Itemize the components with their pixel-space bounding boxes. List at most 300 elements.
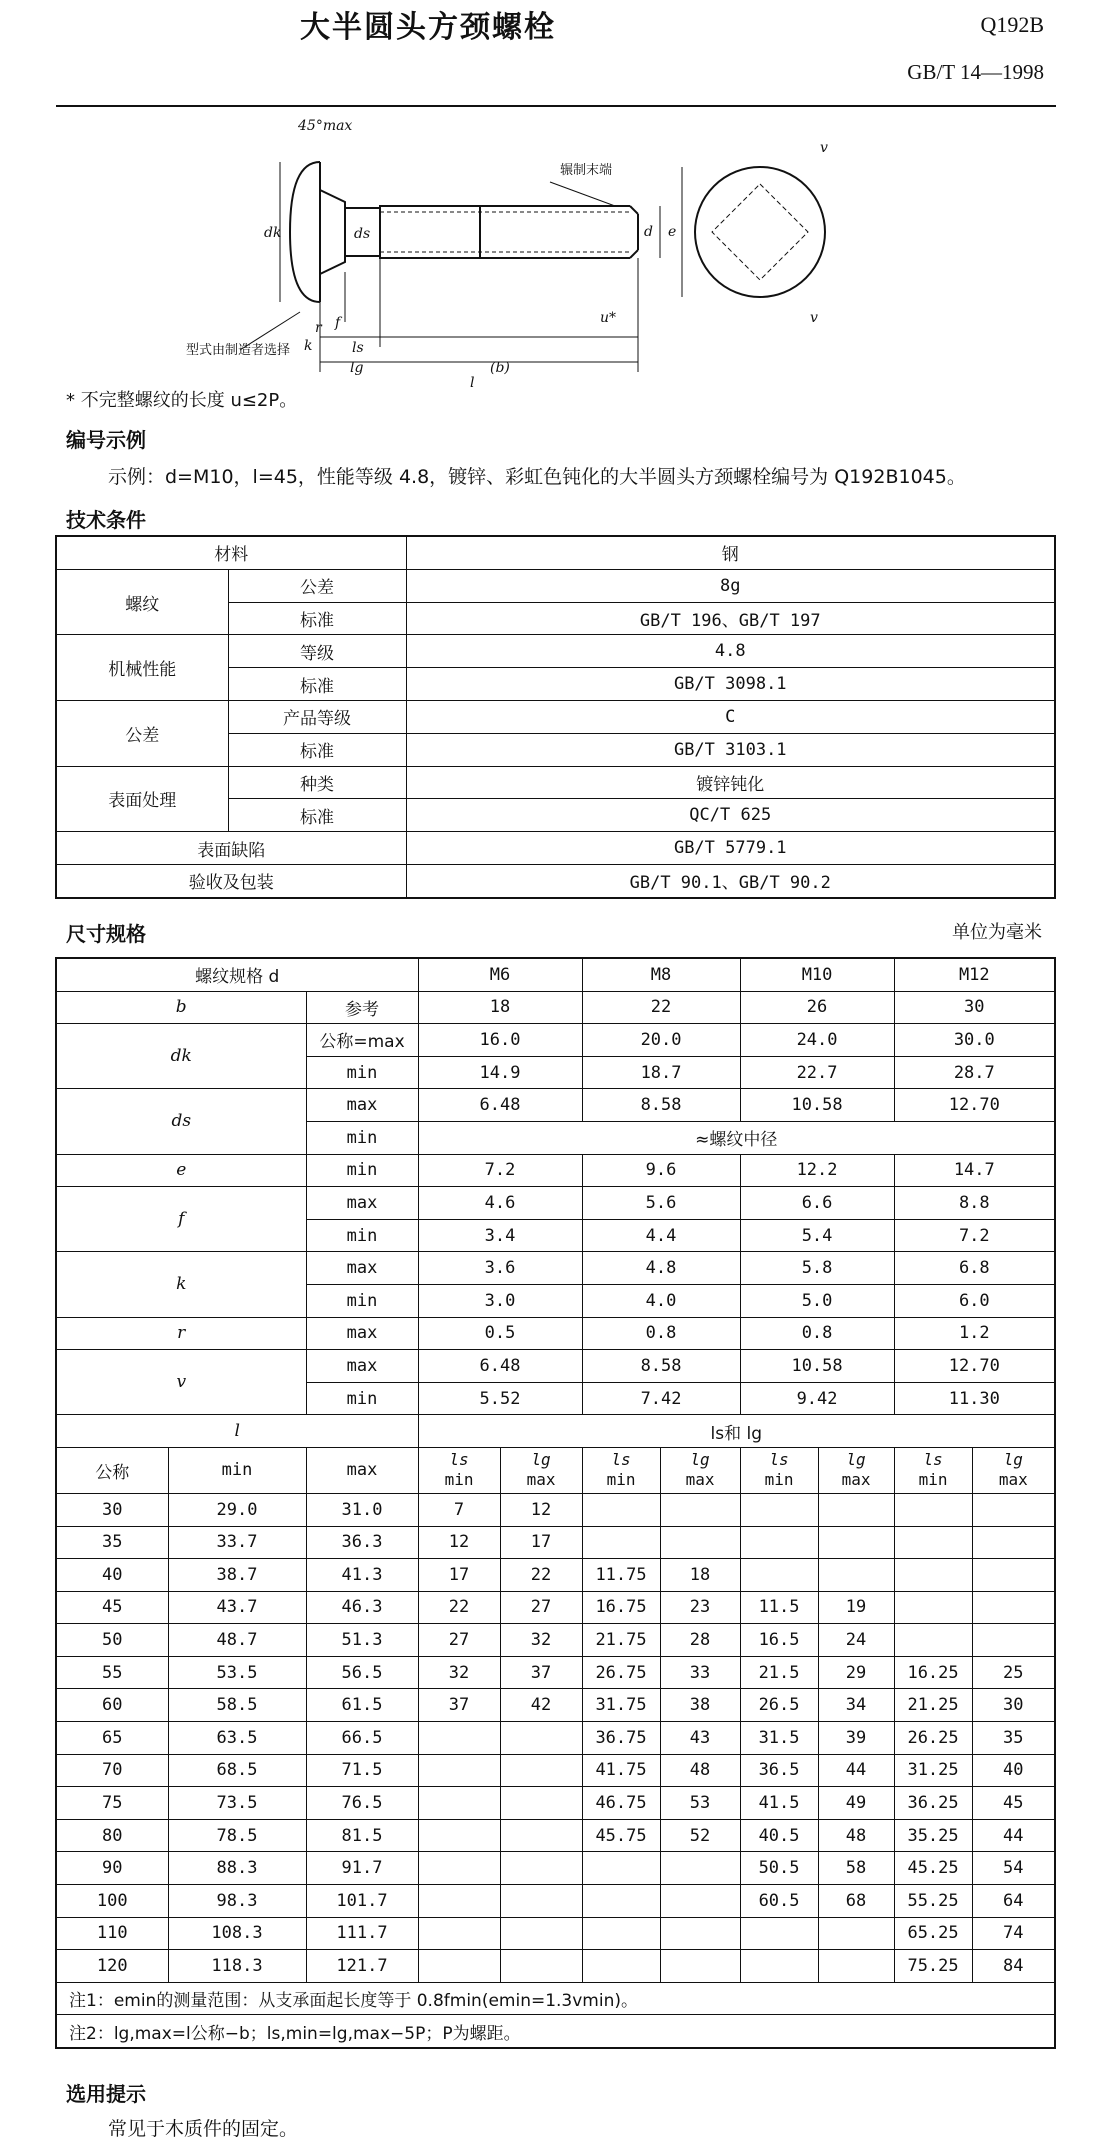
table-row [56, 1917, 1055, 1950]
table-row [56, 766, 1055, 799]
ls-value: 41.5 [740, 1787, 818, 1820]
lg-value: 38 [660, 1689, 740, 1722]
ls-label: ls [352, 340, 364, 356]
size-m10: M10 [740, 958, 894, 991]
page-title: 大半圆头方颈螺栓 [300, 10, 556, 45]
ls-value: 36.75 [582, 1722, 660, 1755]
accept-label: 验收及包装 [56, 864, 406, 897]
length-nominal: 90 [56, 1852, 168, 1885]
length-nominal: 30 [56, 1493, 168, 1526]
min-label: min [306, 1284, 418, 1317]
ls-value: 40.5 [740, 1819, 818, 1852]
lg-value [818, 1559, 894, 1592]
table-row [56, 569, 1055, 602]
tip-text: 常见于木质件的固定。 [108, 2118, 299, 2140]
lg-max-header: lg max [660, 1447, 740, 1493]
lg-value: 68 [818, 1885, 894, 1918]
lg-value: 39 [818, 1722, 894, 1755]
e-min: 7.2 [418, 1154, 582, 1187]
ls-value [418, 1787, 500, 1820]
table-row [56, 1187, 1055, 1220]
length-min: 78.5 [168, 1819, 306, 1852]
table-row [56, 1154, 1055, 1187]
length-max: 51.3 [306, 1624, 418, 1657]
ls-value [740, 1493, 818, 1526]
ls-value [582, 1917, 660, 1950]
ls-min-header: ls min [582, 1447, 660, 1493]
defect-label: 表面缺陷 [56, 832, 406, 865]
dk-symbol: dk [56, 1024, 306, 1089]
length-min: 63.5 [168, 1722, 306, 1755]
length-max: 76.5 [306, 1787, 418, 1820]
length-max: 111.7 [306, 1917, 418, 1950]
f-max: 8.8 [894, 1187, 1055, 1220]
size-m8: M8 [582, 958, 740, 991]
accept-value: GB/T 90.1、GB/T 90.2 [406, 864, 1055, 897]
lg-value [972, 1559, 1055, 1592]
k-symbol: k [56, 1252, 306, 1317]
length-max: 101.7 [306, 1885, 418, 1918]
defect-value: GB/T 5779.1 [406, 832, 1055, 865]
ls-value: 17 [418, 1559, 500, 1592]
product-grade-value: C [406, 700, 1055, 733]
ls-value: 26.75 [582, 1656, 660, 1689]
length-min: 108.3 [168, 1917, 306, 1950]
ds-min-note: ≈螺纹中径 [418, 1121, 1055, 1154]
table-row [56, 1350, 1055, 1383]
lg-value: 48 [818, 1819, 894, 1852]
table-row [56, 1252, 1055, 1285]
length-min: 53.5 [168, 1656, 306, 1689]
lg-value: 23 [660, 1591, 740, 1624]
table-row [56, 700, 1055, 733]
lg-value [972, 1493, 1055, 1526]
ls-value [418, 1722, 500, 1755]
table-row [56, 1591, 1055, 1624]
ls-value: 45.25 [894, 1852, 972, 1885]
length-max: 121.7 [306, 1950, 418, 1983]
lg-value [818, 1917, 894, 1950]
ls-value: 21.75 [582, 1624, 660, 1657]
dk-min: 14.9 [418, 1056, 582, 1089]
table-row [56, 1722, 1055, 1755]
length-min: 98.3 [168, 1885, 306, 1918]
min-label: min [306, 1382, 418, 1415]
k-min: 3.0 [418, 1284, 582, 1317]
k-label: k [304, 338, 313, 354]
v-symbol: v [56, 1350, 306, 1415]
length-nominal: 75 [56, 1787, 168, 1820]
min-label: min [168, 1447, 306, 1493]
table-row [56, 1754, 1055, 1787]
length-min: 43.7 [168, 1591, 306, 1624]
length-max: 91.7 [306, 1852, 418, 1885]
ds-max: 12.70 [894, 1089, 1055, 1122]
length-min: 73.5 [168, 1787, 306, 1820]
lg-value: 29 [818, 1656, 894, 1689]
ls-value: 31.25 [894, 1754, 972, 1787]
b-value: 22 [582, 991, 740, 1024]
unit-label: 单位为毫米 [952, 922, 1042, 943]
length-max: 46.3 [306, 1591, 418, 1624]
lg-value [660, 1950, 740, 1983]
lg-value: 40 [972, 1754, 1055, 1787]
note-2: 注2：lg,max=l公称−b；ls,min=lg,max−5P；P为螺距。 [56, 2015, 1055, 2048]
material-label: 材料 [56, 536, 406, 569]
table-row [56, 1559, 1055, 1592]
ls-value [740, 1917, 818, 1950]
length-nominal: 40 [56, 1559, 168, 1592]
r-symbol: r [56, 1317, 306, 1350]
thread-label: 螺纹 [56, 569, 228, 635]
note-1: 注1：emin的测量范围：从支承面起长度等于 0.8fmin(emin=1.3vmin)。 [56, 1982, 1055, 2015]
lg-value: 53 [660, 1787, 740, 1820]
bolt-drawing [186, 118, 860, 391]
lg-max-header: lg max [500, 1447, 582, 1493]
ls-value: 16.75 [582, 1591, 660, 1624]
b-value: 30 [894, 991, 1055, 1024]
length-nominal: 80 [56, 1819, 168, 1852]
length-max: 41.3 [306, 1559, 418, 1592]
section-tech: 技术条件 [66, 508, 146, 532]
ls-value [582, 1950, 660, 1983]
header-rule [56, 105, 1056, 107]
table-row [56, 536, 1055, 569]
f-min: 4.4 [582, 1219, 740, 1252]
length-nominal: 120 [56, 1950, 168, 1983]
table-row [56, 1526, 1055, 1559]
mech-grade-label: 等级 [228, 635, 406, 668]
f-min: 7.2 [894, 1219, 1055, 1252]
v-min: 7.42 [582, 1382, 740, 1415]
ls-value: 11.75 [582, 1559, 660, 1592]
ls-value: 32 [418, 1656, 500, 1689]
tol-std-value: GB/T 3103.1 [406, 733, 1055, 766]
k-min: 6.0 [894, 1284, 1055, 1317]
lg-value [818, 1493, 894, 1526]
min-label: min [306, 1056, 418, 1089]
b-ref: 参考 [306, 991, 418, 1024]
e-min: 9.6 [582, 1154, 740, 1187]
ls-value [894, 1526, 972, 1559]
table-row [56, 1885, 1055, 1918]
max-label: max [306, 1350, 418, 1383]
ls-value [894, 1591, 972, 1624]
lg-label: lg [350, 360, 364, 376]
l-symbol: l [56, 1415, 418, 1448]
nominal-label: 公称 [56, 1447, 168, 1493]
ls-value: 7 [418, 1493, 500, 1526]
lg-value [660, 1493, 740, 1526]
ls-min-header: ls min [418, 1447, 500, 1493]
max-label: max [306, 1252, 418, 1285]
length-nominal: 60 [56, 1689, 168, 1722]
v-label-bottom: v [810, 310, 818, 326]
max-label: max [306, 1089, 418, 1122]
dk-max: 16.0 [418, 1024, 582, 1057]
table-row [56, 2015, 1055, 2048]
ls-value: 55.25 [894, 1885, 972, 1918]
length-nominal: 35 [56, 1526, 168, 1559]
v-max: 12.70 [894, 1350, 1055, 1383]
section-numbering: 编号示例 [66, 428, 146, 452]
lg-value [500, 1852, 582, 1885]
lg-value: 32 [500, 1624, 582, 1657]
max-label: max [306, 1447, 418, 1493]
min-label: min [306, 1121, 418, 1154]
thread-std-value: GB/T 196、GB/T 197 [406, 602, 1055, 635]
ls-value: 21.5 [740, 1656, 818, 1689]
ls-lg-header: ls和 lg [418, 1415, 1055, 1448]
v-label-top: v [820, 140, 828, 156]
thread-tol-value: 8g [406, 569, 1055, 602]
ls-value [418, 1917, 500, 1950]
material-value: 钢 [406, 536, 1055, 569]
bolt-head-dome [290, 162, 320, 302]
v-min: 11.30 [894, 1382, 1055, 1415]
lg-value: 52 [660, 1819, 740, 1852]
surface-std-label: 标准 [228, 799, 406, 832]
e-symbol: e [56, 1154, 306, 1187]
thread-tol-label: 公差 [228, 569, 406, 602]
ls-value: 75.25 [894, 1950, 972, 1983]
ls-value: 46.75 [582, 1787, 660, 1820]
spec-label: 螺纹规格 d [56, 958, 418, 991]
lg-value [500, 1787, 582, 1820]
lg-value [972, 1591, 1055, 1624]
tol-std-label: 标准 [228, 733, 406, 766]
k-min: 5.0 [740, 1284, 894, 1317]
lg-value: 84 [972, 1950, 1055, 1983]
k-min: 4.0 [582, 1284, 740, 1317]
lg-value: 44 [818, 1754, 894, 1787]
lg-max-header: lg max [818, 1447, 894, 1493]
ls-value: 41.75 [582, 1754, 660, 1787]
lg-value: 45 [972, 1787, 1055, 1820]
ls-value [582, 1885, 660, 1918]
k-max: 5.8 [740, 1252, 894, 1285]
lg-value: 24 [818, 1624, 894, 1657]
table-row [56, 1024, 1055, 1057]
figure-footnote: * 不完整螺纹的长度 u≤2P。 [66, 390, 298, 411]
ls-value [740, 1526, 818, 1559]
table-row [56, 1415, 1055, 1448]
f-max: 4.6 [418, 1187, 582, 1220]
numbering-example: 示例：d=M10，l=45，性能等级 4.8，镀锌、彩虹色钝化的大半圆头方颈螺栓编号为 Q192B1045。 [108, 466, 966, 488]
length-min: 68.5 [168, 1754, 306, 1787]
ls-value: 26.25 [894, 1722, 972, 1755]
ls-value [582, 1493, 660, 1526]
ds-label: ds [354, 226, 371, 242]
lg-max-header: lg max [972, 1447, 1055, 1493]
l-label: l [470, 375, 475, 391]
length-min: 58.5 [168, 1689, 306, 1722]
surface-label: 表面处理 [56, 766, 228, 832]
e-min: 14.7 [894, 1154, 1055, 1187]
ls-value: 11.5 [740, 1591, 818, 1624]
table-row [56, 1656, 1055, 1689]
ls-value: 12 [418, 1526, 500, 1559]
table-row [56, 958, 1055, 991]
length-max: 71.5 [306, 1754, 418, 1787]
surface-std-value: QC/T 625 [406, 799, 1055, 832]
length-min: 29.0 [168, 1493, 306, 1526]
table-row [56, 1950, 1055, 1983]
ls-value [418, 1950, 500, 1983]
length-nominal: 45 [56, 1591, 168, 1624]
lg-value: 22 [500, 1559, 582, 1592]
min-label: min [306, 1219, 418, 1252]
f-label: f [335, 315, 341, 331]
lg-value: 18 [660, 1559, 740, 1592]
end-view-circle [695, 167, 825, 297]
r-label: r [315, 320, 322, 336]
length-nominal: 110 [56, 1917, 168, 1950]
length-max: 81.5 [306, 1819, 418, 1852]
length-nominal: 50 [56, 1624, 168, 1657]
lg-value [660, 1526, 740, 1559]
r-max: 1.2 [894, 1317, 1055, 1350]
ls-value: 60.5 [740, 1885, 818, 1918]
ls-value: 21.25 [894, 1689, 972, 1722]
lg-value [660, 1885, 740, 1918]
lg-value [818, 1950, 894, 1983]
ls-value: 36.25 [894, 1787, 972, 1820]
lg-value [500, 1917, 582, 1950]
thread-std-label: 标准 [228, 602, 406, 635]
k-max: 6.8 [894, 1252, 1055, 1285]
ls-value: 31.75 [582, 1689, 660, 1722]
length-min: 118.3 [168, 1950, 306, 1983]
table-row [56, 864, 1055, 897]
length-max: 61.5 [306, 1689, 418, 1722]
thread-end-label: 辗制末端 [560, 163, 613, 178]
b-value: 26 [740, 991, 894, 1024]
lg-value: 25 [972, 1656, 1055, 1689]
lg-value: 44 [972, 1819, 1055, 1852]
ls-value: 50.5 [740, 1852, 818, 1885]
ls-value: 35.25 [894, 1819, 972, 1852]
angle-label: 45°max [298, 118, 353, 134]
ds-max: 6.48 [418, 1089, 582, 1122]
tol-label: 公差 [56, 700, 228, 766]
section-dims: 尺寸规格 [66, 922, 146, 946]
ls-value: 16.5 [740, 1624, 818, 1657]
length-max: 36.3 [306, 1526, 418, 1559]
ls-value: 36.5 [740, 1754, 818, 1787]
lg-value: 34 [818, 1689, 894, 1722]
b-symbol: b [56, 991, 306, 1024]
ls-value [894, 1493, 972, 1526]
table-row [56, 1493, 1055, 1526]
lg-value: 35 [972, 1722, 1055, 1755]
type-note-label: 型式由制造者选择 [186, 343, 291, 358]
ls-value [418, 1819, 500, 1852]
lg-value [660, 1917, 740, 1950]
table-row [56, 1317, 1055, 1350]
lg-value: 12 [500, 1493, 582, 1526]
ds-symbol: ds [56, 1089, 306, 1154]
mech-label: 机械性能 [56, 635, 228, 701]
table-row [56, 1624, 1055, 1657]
lg-value: 43 [660, 1722, 740, 1755]
b-value: 18 [418, 991, 582, 1024]
table-row [56, 1852, 1055, 1885]
length-min: 88.3 [168, 1852, 306, 1885]
dk-min: 18.7 [582, 1056, 740, 1089]
lg-value [660, 1852, 740, 1885]
surface-kind-value: 镀锌钝化 [406, 766, 1055, 799]
length-min: 38.7 [168, 1559, 306, 1592]
lg-value: 42 [500, 1689, 582, 1722]
dk-label: dk [264, 225, 282, 241]
lg-value: 17 [500, 1526, 582, 1559]
doc-code: Q192B [980, 12, 1044, 37]
ls-value [582, 1526, 660, 1559]
dk-min: 22.7 [740, 1056, 894, 1089]
r-max: 0.8 [740, 1317, 894, 1350]
ds-max: 8.58 [582, 1089, 740, 1122]
k-max: 4.8 [582, 1252, 740, 1285]
lg-value: 30 [972, 1689, 1055, 1722]
length-max: 56.5 [306, 1656, 418, 1689]
table-row [56, 1982, 1055, 2015]
lg-value: 19 [818, 1591, 894, 1624]
length-max: 66.5 [306, 1722, 418, 1755]
tech-table [55, 535, 1056, 899]
min-label: min [306, 1154, 418, 1187]
lg-value: 74 [972, 1917, 1055, 1950]
e-min: 12.2 [740, 1154, 894, 1187]
lg-value: 33 [660, 1656, 740, 1689]
b-label: (b) [490, 360, 510, 376]
ls-value: 16.25 [894, 1656, 972, 1689]
f-min: 5.4 [740, 1219, 894, 1252]
table-row [56, 635, 1055, 668]
table-row [56, 832, 1055, 865]
ls-min-header: ls min [740, 1447, 818, 1493]
ls-value: 31.5 [740, 1722, 818, 1755]
product-grade-label: 产品等级 [228, 700, 406, 733]
v-max: 10.58 [740, 1350, 894, 1383]
lg-value [500, 1950, 582, 1983]
ls-value [418, 1754, 500, 1787]
lg-value: 58 [818, 1852, 894, 1885]
dk-max: 24.0 [740, 1024, 894, 1057]
max-label: max [306, 1187, 418, 1220]
mech-std-value: GB/T 3098.1 [406, 668, 1055, 701]
nom-max-label: 公称=max [306, 1024, 418, 1057]
f-max: 5.6 [582, 1187, 740, 1220]
v-min: 5.52 [418, 1382, 582, 1415]
section-tips: 选用提示 [66, 2082, 146, 2106]
lg-value [500, 1754, 582, 1787]
surface-kind-label: 种类 [228, 766, 406, 799]
length-min: 33.7 [168, 1526, 306, 1559]
ls-value [418, 1885, 500, 1918]
size-m12: M12 [894, 958, 1055, 991]
u-label: u* [600, 310, 617, 326]
ls-value: 22 [418, 1591, 500, 1624]
r-max: 0.5 [418, 1317, 582, 1350]
ls-value [894, 1559, 972, 1592]
ls-min-header: ls min [894, 1447, 972, 1493]
f-min: 3.4 [418, 1219, 582, 1252]
lg-value: 48 [660, 1754, 740, 1787]
ls-value: 65.25 [894, 1917, 972, 1950]
lg-value: 27 [500, 1591, 582, 1624]
ls-value: 27 [418, 1624, 500, 1657]
